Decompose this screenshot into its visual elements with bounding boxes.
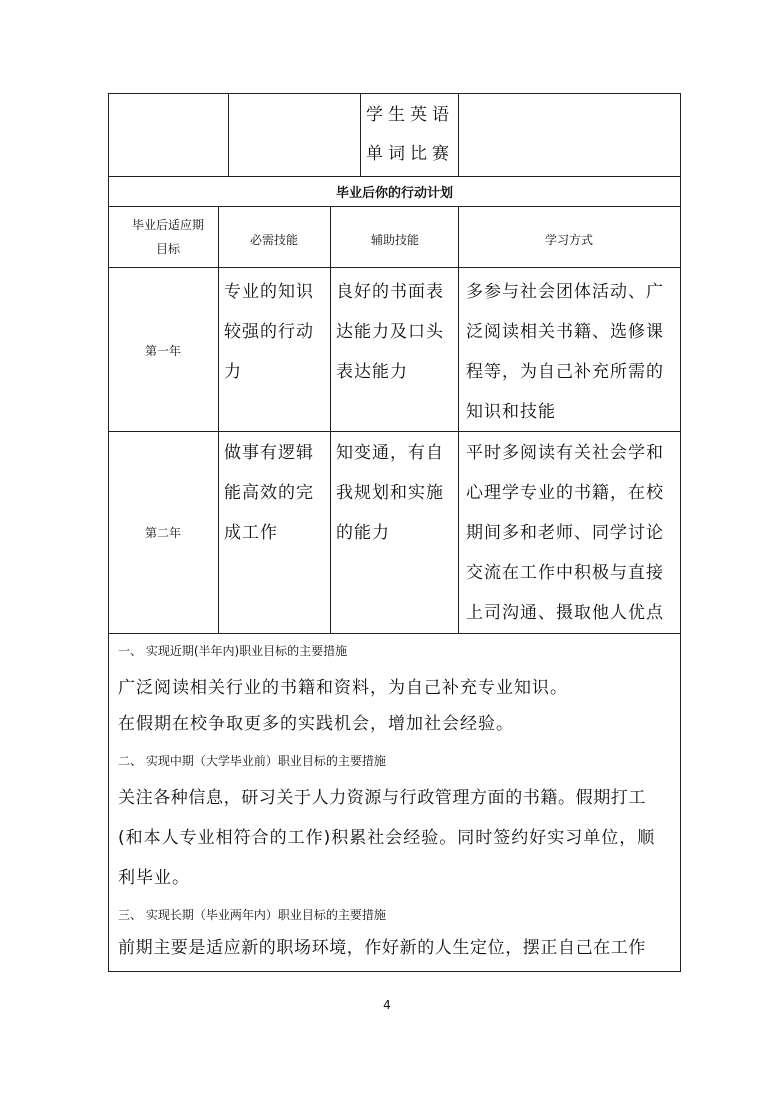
row-learning-method: 多参与社会团体活动、广泛阅读相关书籍、选修课程等，为自己补充所需的知识和技能 bbox=[466, 282, 664, 422]
row-label: 第二年 bbox=[144, 526, 181, 540]
table-border-right bbox=[680, 93, 681, 972]
divider-after-top-row bbox=[108, 176, 681, 177]
measure-heading: 三、 实现长期（毕业两年内）职业目标的主要措施 bbox=[118, 908, 386, 922]
divider-after-row-1 bbox=[108, 431, 681, 432]
row-label: 第一年 bbox=[144, 344, 181, 358]
header-goal: 毕业后适应期目标 bbox=[131, 218, 204, 256]
section-title: 毕业后你的行动计划 bbox=[335, 186, 453, 201]
measure-heading: 一、 实现近期(半年内)职业目标的主要措施 bbox=[118, 644, 348, 658]
plan-col-divider-3 bbox=[458, 206, 459, 634]
top-row-divider-1 bbox=[228, 93, 229, 176]
divider-after-title bbox=[108, 206, 681, 207]
measure-line: 广泛阅读相关行业的书籍和资料，为自己补充专业知识。 bbox=[118, 678, 568, 698]
measure-line: 关注各种信息，研习关于人力资源与行政管理方面的书籍。假期打工 bbox=[118, 788, 646, 808]
row-learning-method: 平时多阅读有关社会学和心理学专业的书籍，在校期间多和老师、同学讨论交流在工作中积极与直接上司沟通、摄取他人优点 bbox=[466, 443, 664, 623]
header-auxiliary-skill: 辅助技能 bbox=[370, 233, 419, 247]
header-required-skill: 必需技能 bbox=[249, 233, 298, 247]
row-auxiliary-skill: 知变通，有自我规划和实施的能力 bbox=[336, 443, 444, 543]
row-auxiliary-skill: 良好的书面表达能力及口头表达能力 bbox=[336, 282, 444, 382]
header-learning-method: 学习方式 bbox=[544, 233, 593, 247]
page-number: 4 bbox=[383, 998, 391, 1012]
table-border-bottom bbox=[108, 971, 681, 972]
plan-col-divider-2 bbox=[330, 206, 331, 634]
top-row-event-text: 学生英语单词比赛 bbox=[366, 105, 454, 164]
measure-line: 在假期在校争取更多的实践机会，增加社会经验。 bbox=[118, 714, 514, 734]
measure-line: 前期主要是适应新的职场环境，作好新的人生定位，摆正自己在工作 bbox=[118, 938, 646, 958]
table-border-top bbox=[108, 93, 681, 94]
measure-line: (和本人专业相符合的工作)积累社会经验。同时签约好实习单位，顺 bbox=[118, 828, 656, 848]
plan-col-divider-1 bbox=[218, 206, 219, 634]
measure-line: 利毕业。 bbox=[118, 868, 190, 888]
divider-after-row-2 bbox=[108, 633, 681, 634]
measure-heading: 二、 实现中期（大学毕业前）职业目标的主要措施 bbox=[118, 754, 386, 768]
divider-after-header bbox=[108, 267, 681, 268]
top-row-divider-3 bbox=[458, 93, 459, 176]
top-row-divider-2 bbox=[360, 93, 361, 176]
row-required-skill: 专业的知识较强的行动力 bbox=[224, 282, 314, 382]
row-required-skill: 做事有逻辑能高效的完成工作 bbox=[224, 443, 314, 543]
